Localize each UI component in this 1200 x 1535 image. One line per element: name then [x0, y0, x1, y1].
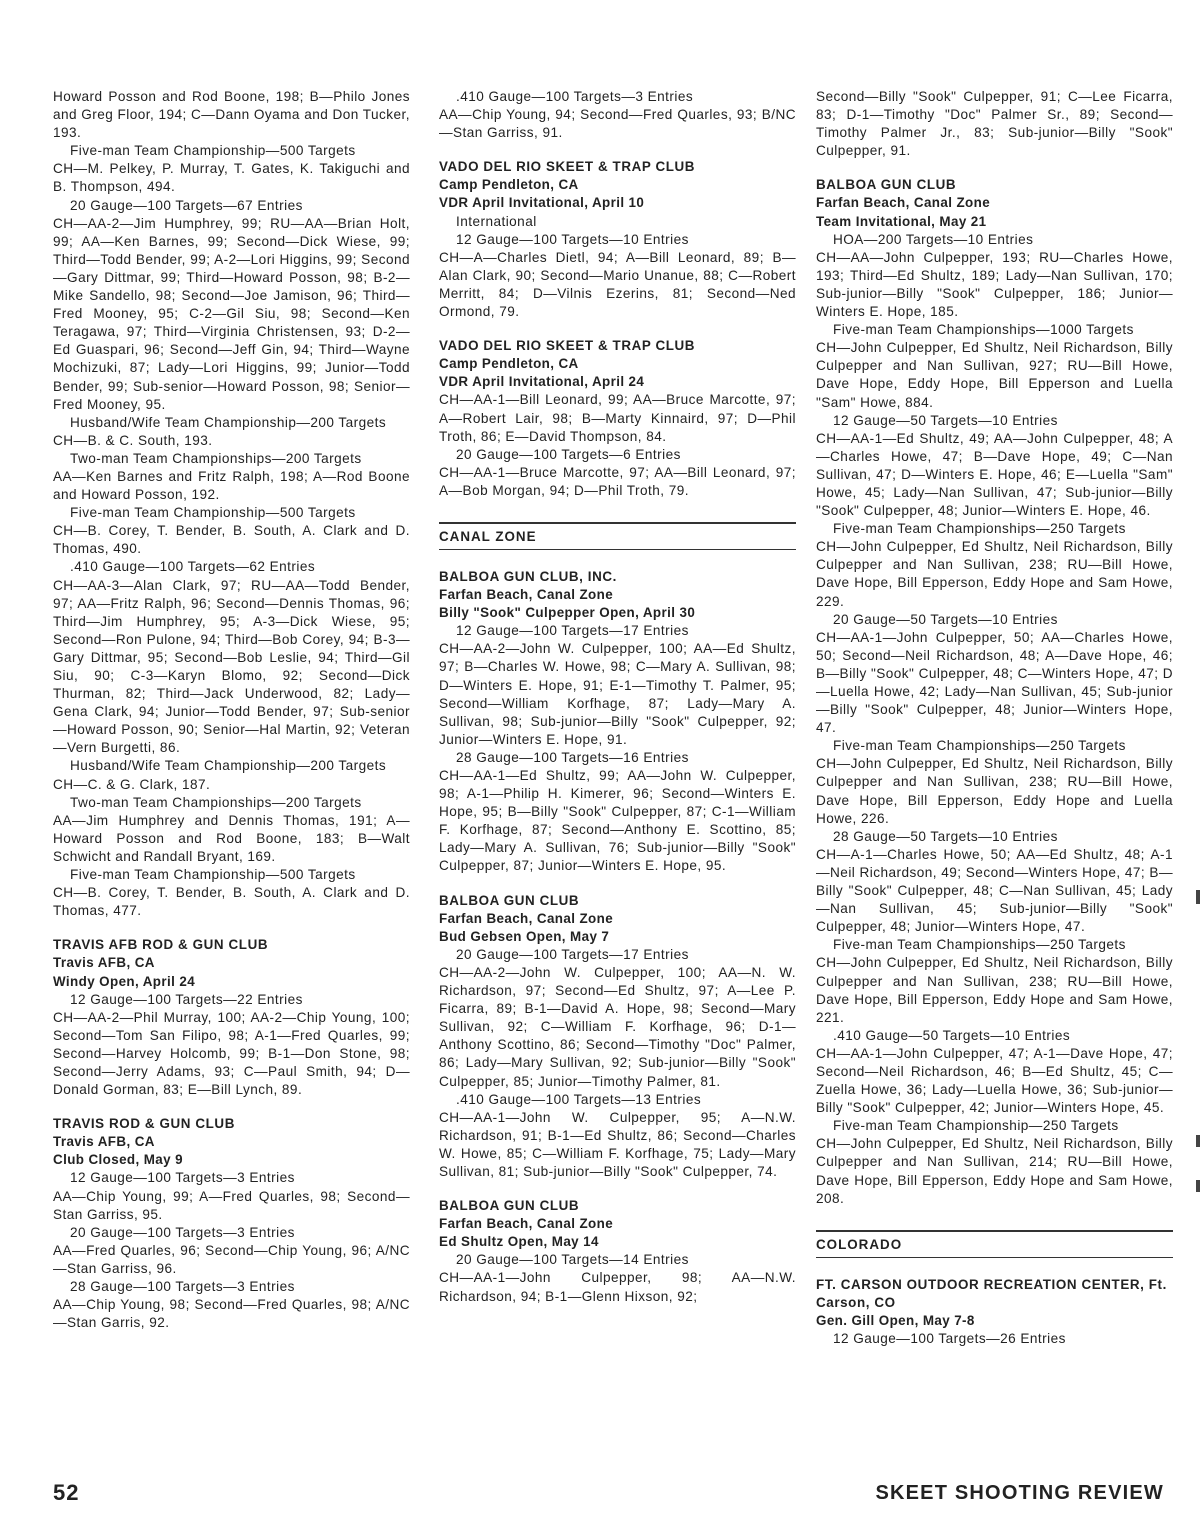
- page-number: 52: [53, 1480, 80, 1505]
- club-location: Farfan Beach, Canal Zone: [816, 195, 991, 211]
- event-heading: .410 Gauge—100 Targets—13 Entries: [456, 1091, 702, 1107]
- event-heading: Five-man Team Championship—250 Targets: [833, 1118, 1119, 1134]
- results-text: CH—AA-2—Jim Humphrey, 99; RU—AA—Brian Holt, 99; AA—Ken Barnes, 99; Second—Dick Wiese, 99; Third—Todd Bender, 99; A-2—Lori Higgins, 99; Second—Gary Dittmar, 99; Third—Howard Posson, 98; B-2—Mike Sandello, 98; Second—Joe Jamison, 96; Third—Fred Mooney, 95; C-2—Gil Siu, 98; Second—Ken Teragawa, 97; Third—Virginia Christensen, 93; D-2—Ed Guaspari, 96; Second—Jeff Gin, 94; Third—Wayne Mochizuki, 87; Lady—Lori Higgins, 99; Junior—Todd Bender, 99; Sub-senior—Howard Posson, 98; Senior—Fred Mooney, 95.: [53, 215, 410, 412]
- club-header: [53, 936, 410, 990]
- section-title: CANAL ZONE: [439, 528, 537, 544]
- event-heading: 12 Gauge—100 Targets—10 Entries: [456, 231, 689, 247]
- event-heading: 28 Gauge—100 Targets—3 Entries: [70, 1279, 295, 1294]
- event-heading: 28 Gauge—50 Targets—10 Entries: [833, 828, 1058, 844]
- event-heading: Five-man Team Championship—500 Targets: [70, 143, 356, 159]
- event-heading: Two-man Team Championships—200 Targets: [70, 794, 362, 810]
- event-heading: Two-man Team Championships—200 Targets: [70, 450, 362, 466]
- shoot-name: VDR April Invitational, April 10: [439, 195, 645, 211]
- results-text: Second—Billy "Sook" Culpepper, 91; C—Lee Ficarra, 83; D-1—Timothy "Doc" Palmer Sr., 89; Second—Timothy Palmer Jr., 83; Sub-junior—Billy "Sook" Culpepper, 91.: [816, 89, 1173, 159]
- club-location: Camp Pendleton, CA: [439, 356, 579, 372]
- results-text: CH—AA-2—John W. Culpepper, 100; AA—Ed Shultz, 97; B—Charles W. Howe, 98; C—Mary A. Sullivan, 98; D—Winters E. Hope, 91; E-1—Timothy T. Palmer, 95; Second—William Korfhage, 87; Lady—Mary A. Sullivan, 98; Sub-junior—Billy "Sook" Culpepper, 92; Junior—Winters E. Hope, 91.: [439, 641, 796, 747]
- event-heading: .410 Gauge—50 Targets—10 Entries: [833, 1027, 1071, 1043]
- results-text: CH—AA-1—Ed Shultz, 99; AA—John W. Culpepper, 98; A-1—Philip H. Kimerer, 96; Second—Winters E. Hope, 95; B—Billy "Sook" Culpepper, 87; C-1—William F. Korfhage, 87; Second—Anthony E. Scottino, 85; Lady—Mary A. Sullivan, 76; Sub-junior—Billy "Sook" Culpepper, 87; Junior—Winters E. Hope, 95.: [439, 768, 796, 874]
- shoot-name: Gen. Gill Open, May 7-8: [816, 1312, 975, 1328]
- results-text: CH—AA-1—John Culpepper, 98; AA—N.W. Richardson, 94; B-1—Glenn Hixson, 92;: [439, 1270, 796, 1304]
- results-text: CH—B. & C. South, 193.: [53, 432, 213, 448]
- event-heading: 12 Gauge—100 Targets—3 Entries: [70, 1170, 295, 1186]
- event-heading: 20 Gauge—100 Targets—17 Entries: [456, 946, 689, 962]
- event-heading: Five-man Team Championships—250 Targets: [833, 521, 1126, 537]
- results-text: CH—John Culpepper, Ed Shultz, Neil Richardson, Billy Culpepper and Nan Sullivan, 927; RU—Bill Howe, Dave Hope, Eddy Hope, Bill Epperson and Luella "Sam" Howe, 884.: [816, 340, 1173, 410]
- results-text: CH—B. Corey, T. Bender, B. South, A. Clark and D. Thomas, 477.: [53, 885, 410, 919]
- event-heading: 20 Gauge—100 Targets—67 Entries: [70, 197, 303, 213]
- results-text: CH—B. Corey, T. Bender, B. South, A. Clark and D. Thomas, 490.: [53, 523, 410, 557]
- event-heading: 12 Gauge—100 Targets—17 Entries: [456, 623, 689, 639]
- section-divider: [816, 1230, 1173, 1258]
- club-header: [439, 158, 796, 212]
- event-heading: Five-man Team Championships—250 Targets: [833, 738, 1126, 754]
- club-location: Camp Pendleton, CA: [439, 177, 579, 193]
- club-name: VADO DEL RIO SKEET & TRAP CLUB: [439, 338, 696, 354]
- club-name: BALBOA GUN CLUB, INC.: [439, 568, 617, 584]
- event-heading: 20 Gauge—50 Targets—10 Entries: [833, 611, 1058, 627]
- club-name: BALBOA GUN CLUB: [439, 892, 580, 908]
- results-text: CH—AA-3—Alan Clark, 97; RU—AA—Todd Bender, 97; AA—Fritz Ralph, 96; Second—Dennis Thomas, 96; Third—Jim Humphrey, 95; A-3—Dick Wiese, 95; Second—Ron Pulone, 94; Third—Bob Corey, 94; B-3—Gary Dittmar, 95; Second—Bob Leslie, 94; Third—Gil Siu, 90; C-3—Karyn Blomo, 92; Second—Dick Thurman, 82; Third—Jack Underwood, 82; Lady—Gena Clark, 94; Junior—Todd Bender, 97; Sub-senior—Howard Posson, 90; Senior—Hal Martin, 92; Veteran—Vern Burgetti, 86.: [53, 577, 410, 756]
- results-text: CH—A-1—Charles Howe, 50; AA—Ed Shultz, 48; A-1—Neil Richardson, 49; Second—Winters Hope, 47; B—Billy "Sook" Culpepper, 48; C—Nan Sullivan, 45; Lady—Nan Sullivan, 45; Sub-junior—Billy "Sook" Culpepper, 48; Junior—Winters Hope, 47.: [816, 846, 1173, 935]
- section-divider: [439, 522, 796, 550]
- scan-edge-mark: [1196, 890, 1200, 904]
- results-text: CH—AA-1—Bruce Marcotte, 97; AA—Bill Leonard, 97; A—Bob Morgan, 94; D—Phil Troth, 79.: [439, 464, 796, 498]
- event-heading: .410 Gauge—100 Targets—3 Entries: [456, 89, 694, 104]
- results-text: CH—AA—John Culpepper, 193; RU—Charles Howe, 193; Third—Ed Shultz, 189; Lady—Nan Sullivan, 170; Sub-junior—Billy "Sook" Culpepper, 186; Junior—Winters E. Hope, 185.: [816, 249, 1173, 320]
- club-header: [816, 1276, 1173, 1330]
- results-text: CH—John Culpepper, Ed Shultz, Neil Richardson, Billy Culpepper and Nan Sullivan, 238; RU—Bill Howe, Dave Hope, Bill Epperson, Eddy Hope and Sam Howe, 221.: [816, 955, 1173, 1025]
- event-heading: 20 Gauge—100 Targets—6 Entries: [456, 446, 681, 462]
- event-heading: 28 Gauge—100 Targets—16 Entries: [456, 749, 689, 765]
- column-middle: [439, 88, 796, 1306]
- event-heading: Husband/Wife Team Championship—200 Targets: [70, 414, 387, 430]
- results-text: CH—AA-1—Bill Leonard, 99; AA—Bruce Marcotte, 97; A—Robert Lair, 98; B—Marty Kinnaird, 97; D—Phil Troth, 86; E—David Thompson, 84.: [439, 392, 796, 444]
- results-text: AA—Chip Young, 98; Second—Fred Quarles, 98; A/NC—Stan Garris, 92.: [53, 1297, 410, 1331]
- results-text: CH—AA-1—Ed Shultz, 49; AA—John Culpepper, 48; A—Charles Howe, 47; B—Dave Hope, 49; C—Nan Sullivan, 47; D—Winters E. Hope, 46; E—Luella "Sam" Howe, 45; Lady—Nan Sullivan, 47; Sub-junior—Billy "Sook" Culpepper, 48; Junior—Winters E. Hope, 46.: [816, 430, 1173, 519]
- results-text: CH—M. Pelkey, P. Murray, T. Gates, K. Takiguchi and B. Thompson, 494.: [53, 161, 410, 195]
- results-text: AA—Chip Young, 94; Second—Fred Quarles, 93; B/NC—Stan Garriss, 91.: [439, 107, 796, 141]
- event-heading: 12 Gauge—100 Targets—26 Entries: [833, 1331, 1066, 1346]
- club-header: [439, 337, 796, 391]
- results-text: AA—Fred Quarles, 96; Second—Chip Young, 96; A/NC—Stan Garriss, 96.: [53, 1242, 410, 1276]
- results-text: CH—AA-1—John W. Culpepper, 95; A—N.W. Richardson, 91; B-1—Ed Shultz, 86; Second—Charles W. Howe, 85; C—William F. Korfhage, 75; Lady—Mary Sullivan, 81; Sub-junior—Billy "Sook" Culpepper, 74.: [439, 1109, 796, 1179]
- results-text: CH—AA-2—Phil Murray, 100; AA-2—Chip Young, 100; Second—Tom San Filipo, 98; A-1—Fred Quarles, 99; Second—Harvey Holcomb, 99; B-1—Don Stone, 98; Second—Jerry Adams, 93; C—Paul Smith, 94; D—Donald Gorman, 83; E—Bill Lynch, 89.: [53, 1009, 410, 1098]
- results-text: CH—AA-2—John W. Culpepper, 100; AA—N. W. Richardson, 97; Second—Ed Shultz, 97; A—Lee P. Ficarra, 89; B-1—David A. Hope, 98; Second—Mary Sullivan, 92; C—William F. Korfhage, 96; D-1—Anthony Scottino, 86; Second—Timothy "Doc" Palmer, 86; Lady—Mary Sullivan, 92; Sub-junior—Billy "Sook" Culpepper, 85; Junior—Timothy Palmer, 81.: [439, 964, 796, 1089]
- event-heading: Husband/Wife Team Championship—200 Targets: [70, 758, 387, 774]
- scan-edge-mark: [1196, 1180, 1200, 1192]
- event-heading: Five-man Team Championship—500 Targets: [70, 505, 356, 521]
- club-header: [439, 1197, 796, 1251]
- club-name: VADO DEL RIO SKEET & TRAP CLUB: [439, 159, 696, 175]
- club-location: Farfan Beach, Canal Zone: [439, 1216, 614, 1232]
- shoot-name: Ed Shultz Open, May 14: [439, 1234, 599, 1250]
- club-name: BALBOA GUN CLUB: [439, 1198, 580, 1214]
- event-heading: Five-man Team Championships—250 Targets: [833, 937, 1126, 953]
- column-right: [816, 88, 1173, 1348]
- event-heading: Five-man Team Championship—500 Targets: [70, 867, 356, 883]
- club-header: [816, 176, 1173, 230]
- club-name: BALBOA GUN CLUB: [816, 177, 957, 193]
- shoot-name: Team Invitational, May 21: [816, 213, 987, 229]
- event-heading: 20 Gauge—100 Targets—3 Entries: [70, 1224, 295, 1240]
- results-text: CH—John Culpepper, Ed Shultz, Neil Richardson, Billy Culpepper and Nan Sullivan, 238; RU—Bill Howe, Dave Hope, Bill Epperson, Eddy Hope and Luella Howe, 226.: [816, 756, 1173, 826]
- club-location: Travis AFB, CA: [53, 955, 155, 971]
- results-text: CH—C. & G. Clark, 187.: [53, 776, 211, 792]
- club-location: Farfan Beach, Canal Zone: [439, 587, 614, 603]
- event-heading: International: [456, 213, 537, 229]
- results-text: Howard Posson and Rod Boone, 198; B—Philo Jones and Greg Floor, 194; C—Dann Oyama and Don Tucker, 193.: [53, 89, 410, 141]
- event-heading: .410 Gauge—100 Targets—62 Entries: [70, 559, 316, 575]
- column-left: [53, 88, 410, 1332]
- results-text: AA—Jim Humphrey and Dennis Thomas, 191; A—Howard Posson and Rod Boone, 183; B—Walt Schwicht and Randall Bryant, 169.: [53, 812, 410, 864]
- club-header: [439, 568, 796, 622]
- event-heading: 20 Gauge—100 Targets—14 Entries: [456, 1252, 689, 1268]
- publication-title: SKEET SHOOTING REVIEW: [875, 1482, 1164, 1504]
- club-name: TRAVIS ROD & GUN CLUB: [53, 1116, 235, 1132]
- event-heading: 12 Gauge—100 Targets—22 Entries: [70, 991, 303, 1007]
- event-heading: 12 Gauge—50 Targets—10 Entries: [833, 412, 1058, 428]
- results-text: CH—AA-1—John Culpepper, 50; AA—Charles Howe, 50; Second—Neil Richardson, 48; A—Dave Hope, 46; B—Billy "Sook" Culpepper, 48; C—Winters Hope, 47; D—Luella Howe, 42; Lady—Nan Sullivan, 45; Sub-junior—Billy "Sook" Culpepper, 48; Junior—Winters Hope, 47.: [816, 629, 1173, 736]
- results-text: AA—Chip Young, 99; A—Fred Quarles, 98; Second—Stan Garriss, 95.: [53, 1188, 410, 1222]
- event-heading: HOA—200 Targets—10 Entries: [833, 231, 1034, 247]
- results-text: CH—John Culpepper, Ed Shultz, Neil Richardson, Billy Culpepper and Nan Sullivan, 238; RU—Bill Howe, Dave Hope, Bill Epperson, Eddy Hope and Sam Howe, 229.: [816, 539, 1173, 609]
- scan-edge-mark: [1196, 1135, 1200, 1147]
- results-text: CH—A—Charles Dietl, 94; A—Bill Leonard, 89; B—Alan Clark, 90; Second—Mario Unanue, 88; C—Robert Merritt, 84; D—Vilnis Ezerins, 81; Second—Ned Ormond, 79.: [439, 249, 796, 320]
- shoot-name: Windy Open, April 24: [53, 973, 196, 989]
- shoot-name: Bud Gebsen Open, May 7: [439, 928, 610, 944]
- results-text: CH—John Culpepper, Ed Shultz, Neil Richardson, Billy Culpepper and Nan Sullivan, 214; RU—Bill Howe, Dave Hope, Bill Epperson, Eddy Hope and Sam Howe, 208.: [816, 1136, 1173, 1206]
- club-header: [439, 892, 796, 946]
- club-header: [53, 1115, 410, 1169]
- shoot-name: VDR April Invitational, April 24: [439, 374, 645, 390]
- club-location: Travis AFB, CA: [53, 1134, 155, 1150]
- results-text: AA—Ken Barnes and Fritz Ralph, 198; A—Rod Boone and Howard Posson, 192.: [53, 468, 410, 503]
- section-title: COLORADO: [816, 1236, 903, 1252]
- club-location: Farfan Beach, Canal Zone: [439, 910, 614, 926]
- shoot-name: Club Closed, May 9: [53, 1152, 183, 1168]
- results-text: CH—AA-1—John Culpepper, 47; A-1—Dave Hope, 47; Second—Neil Richardson, 46; B—Ed Shultz, 45; C—Zuella Howe, 36; Lady—Luella Howe, 36; Sub-junior—Billy "Sook" Culpepper, 42; Junior—Winters Hope, 45.: [816, 1045, 1173, 1116]
- club-name: TRAVIS AFB ROD & GUN CLUB: [53, 937, 269, 953]
- club-name: FT. CARSON OUTDOOR RECREATION CENTER, Ft. Carson, CO: [816, 1276, 1167, 1310]
- shoot-name: Billy "Sook" Culpepper Open, April 30: [439, 605, 696, 621]
- event-heading: Five-man Team Championships—1000 Targets: [833, 322, 1134, 338]
